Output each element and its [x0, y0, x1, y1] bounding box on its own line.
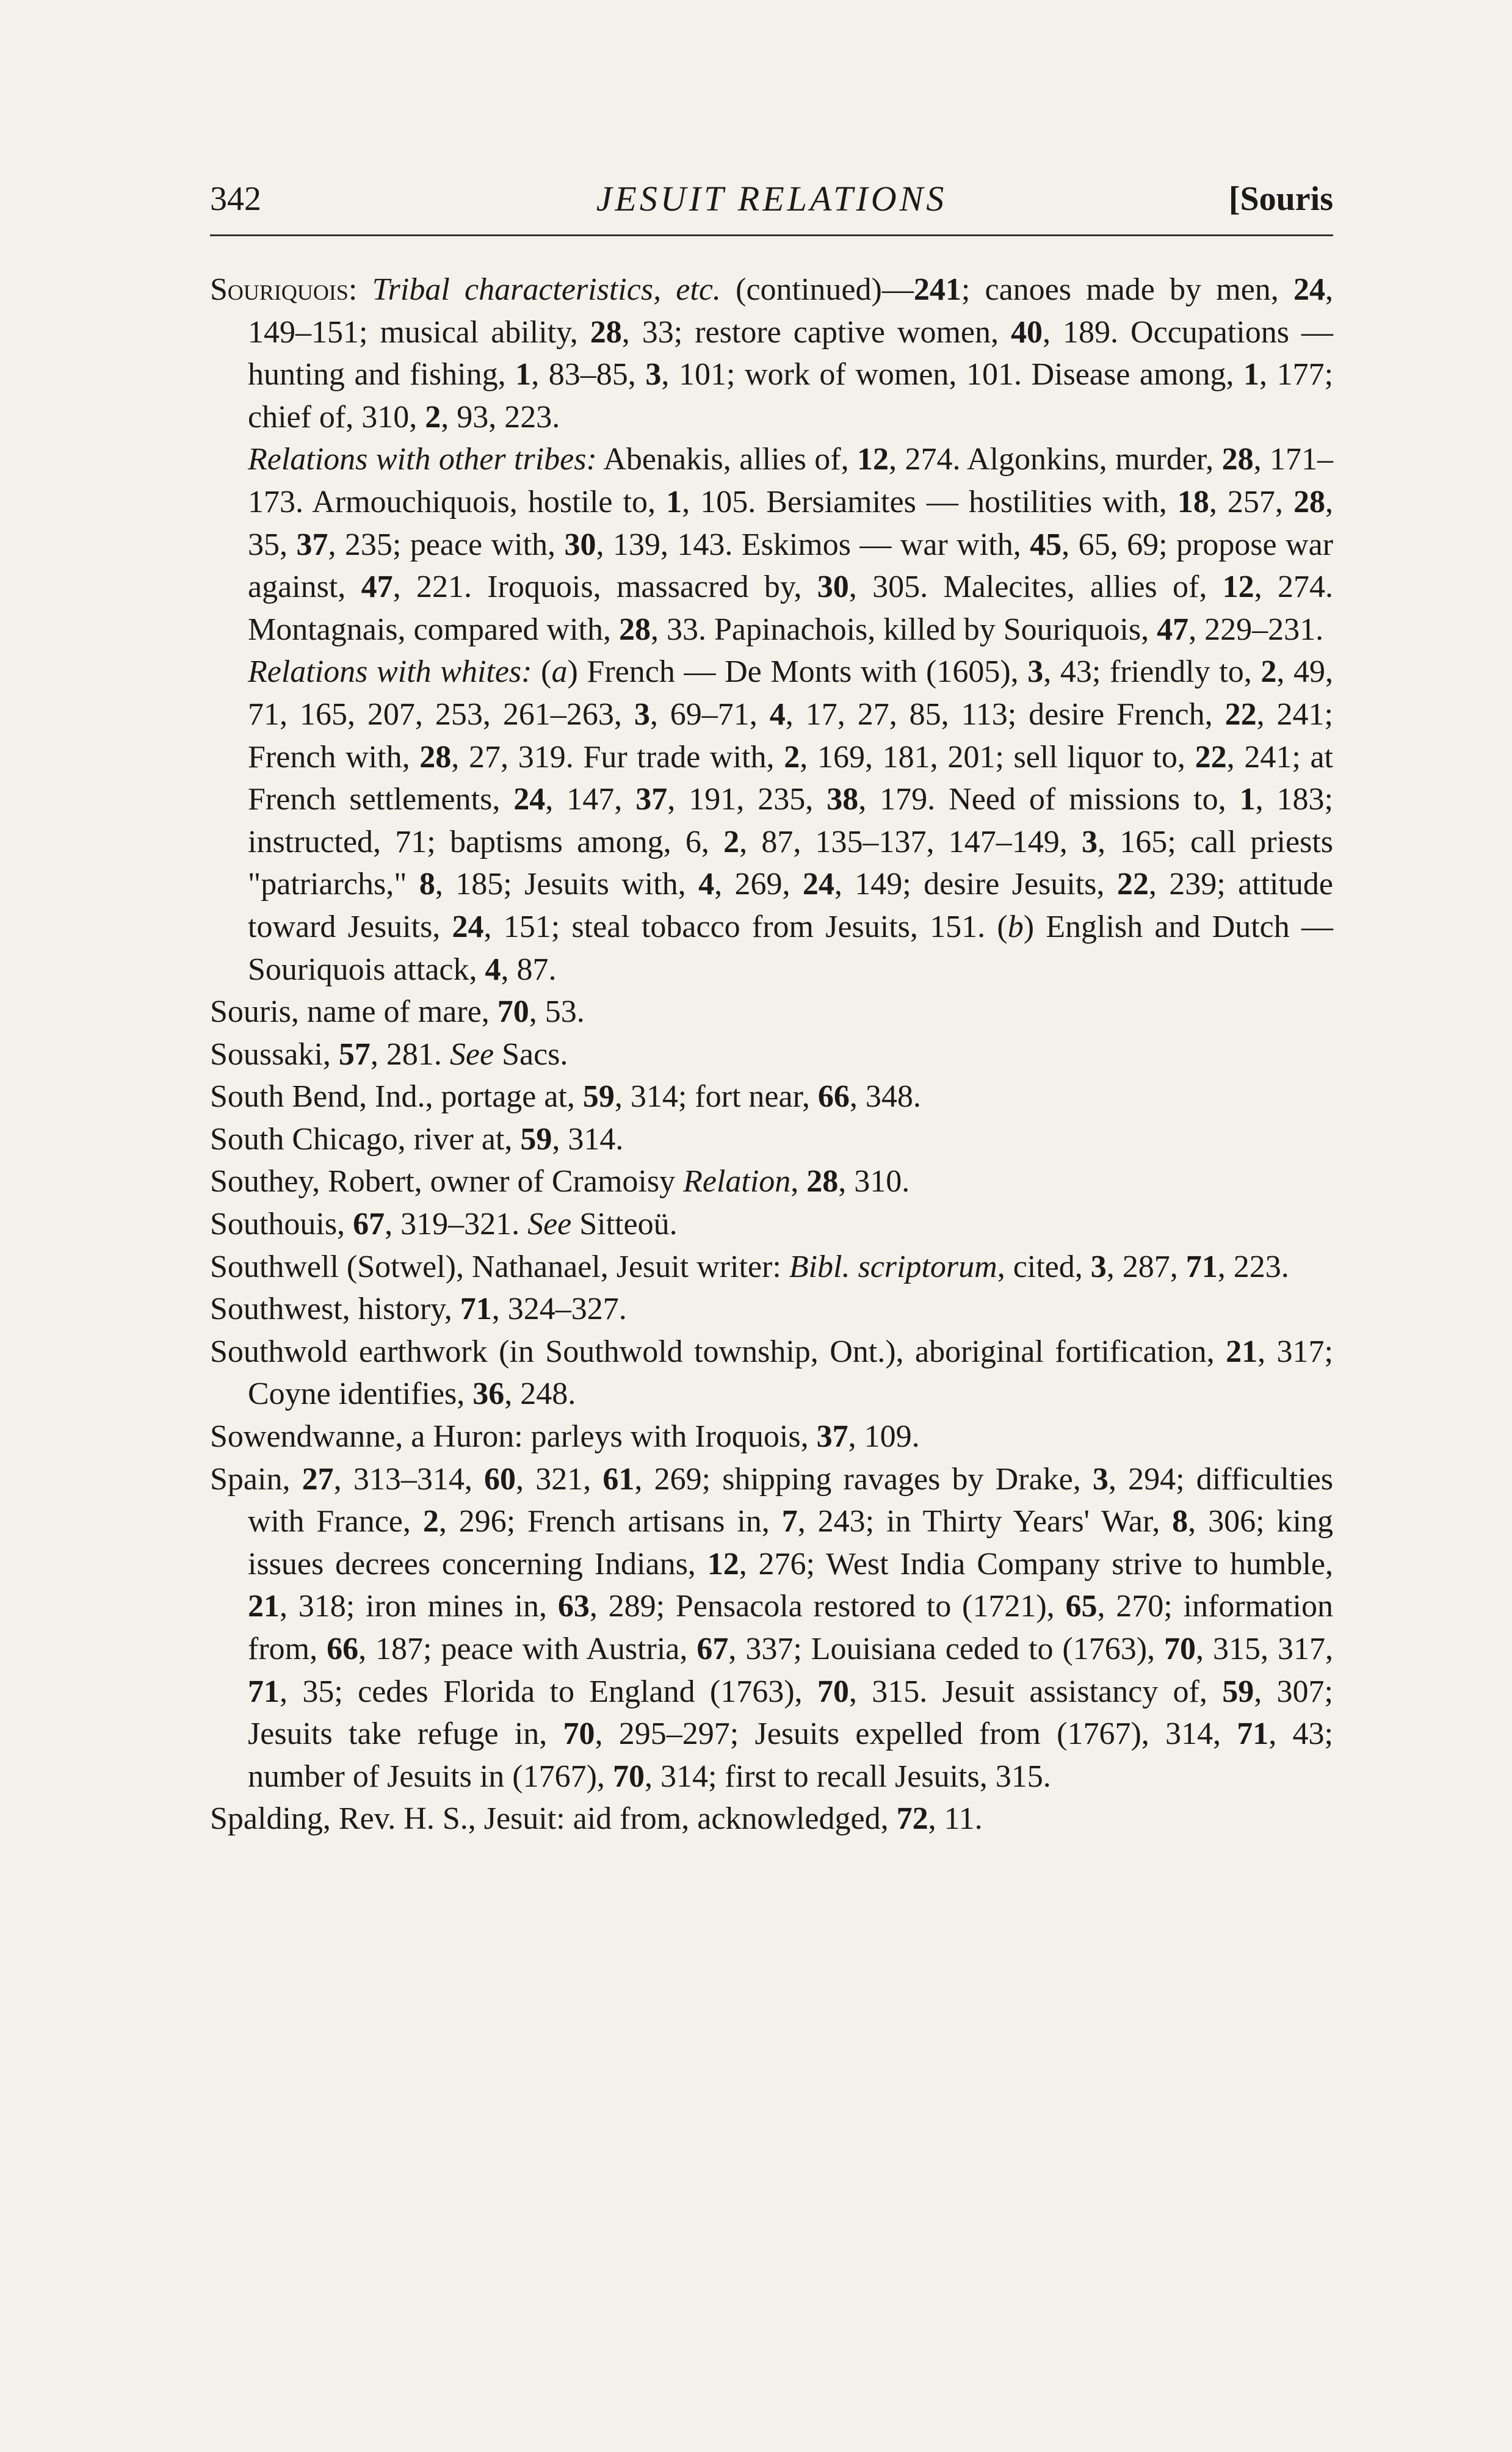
- volume-number: 3: [645, 357, 662, 392]
- entry-text: , 179. Need of missions to,: [858, 782, 1240, 817]
- entry-text: , 87, 135–137, 147–149,: [739, 824, 1082, 859]
- entry-text: Abenakis, allies of,: [596, 442, 858, 477]
- volume-number: 12: [1222, 570, 1254, 605]
- index-entry-southey: [210, 1160, 1333, 1203]
- entry-text: Souris, name of mare,: [210, 994, 497, 1030]
- entry-text: , 348.: [849, 1079, 921, 1115]
- volume-number: 57: [338, 1036, 371, 1072]
- entry-text: Spain,: [210, 1461, 302, 1497]
- volume-number: 67: [696, 1632, 729, 1666]
- entry-text: , 321,: [516, 1461, 603, 1497]
- entry-text: Spalding, Rev. H. S., Jesuit: aid from, acknowledged,: [210, 1801, 897, 1837]
- entry-text: , 33. Papinachois, killed by Souriquois,: [650, 612, 1157, 647]
- entry-text: , 274. Algonkins, murder,: [889, 442, 1222, 477]
- entry-text: , 295–297; Jesuits expelled from (1767), 314,: [595, 1716, 1237, 1752]
- entry-text: , 296; French artisans in,: [438, 1504, 782, 1539]
- volume-number: 24: [452, 909, 484, 944]
- entry-text: , 149; desire Jesuits,: [834, 867, 1117, 902]
- entry-text: , 171–173. Armouchiquois, hostile to,: [248, 442, 1334, 519]
- header-rule: [210, 234, 1333, 236]
- volume-number: 28: [806, 1164, 839, 1199]
- entry-text: , 11.: [928, 1801, 983, 1837]
- volume-number: 18: [1177, 484, 1209, 519]
- entry-text: , 241; at French settlements,: [248, 739, 1334, 817]
- index-entry-spain: [210, 1458, 1333, 1798]
- entry-text: , 281.: [370, 1036, 450, 1072]
- entry-text: , 287,: [1106, 1249, 1186, 1284]
- italic-text: Relations with whites:: [248, 654, 532, 690]
- volume-number: 66: [817, 1079, 850, 1115]
- volume-number: 2: [784, 739, 800, 775]
- entry-text: , 43; friendly to,: [1043, 654, 1261, 690]
- volume-number: 28: [618, 612, 651, 647]
- volume-number: 24: [802, 867, 834, 902]
- entry-text: Souriquois: [210, 272, 349, 307]
- entry-text: Southwest, history,: [210, 1292, 460, 1327]
- volume-number: 22: [1195, 739, 1227, 775]
- entry-text: Southey, Robert, owner of Cramoisy: [210, 1164, 684, 1199]
- entry-text: , 274. Montagnais, compared with,: [248, 570, 1333, 647]
- entry-text: , 307; Jesuits take refuge in,: [248, 1674, 1333, 1752]
- entry-text: ,: [790, 1164, 807, 1199]
- volume-number: 24: [513, 782, 546, 817]
- volume-number: 1: [1239, 782, 1256, 817]
- volume-number: 3: [1027, 654, 1044, 690]
- entry-text: Southwold earthwork (in Southwold township, Ont.), aboriginal fortification,: [210, 1334, 1226, 1369]
- entry-text: , 149–151; musical ability,: [248, 272, 1334, 350]
- volume-number: 27: [302, 1461, 334, 1497]
- entry-text: , 313–314,: [333, 1461, 485, 1497]
- entry-text: , 65, 69; propose war against,: [248, 527, 1334, 605]
- volume-number: 40: [1011, 314, 1043, 350]
- entry-text: ) English and Dutch — Souriquois attack,: [248, 909, 1333, 987]
- italic-text: a: [551, 654, 568, 690]
- index-entry-southwold: [210, 1331, 1333, 1416]
- index-entry-south-bend: [210, 1076, 1333, 1118]
- volume-number: 3: [1092, 1461, 1109, 1497]
- volume-number: 1: [515, 357, 532, 392]
- index-entry-souris: [210, 991, 1333, 1033]
- volume-number: 67: [353, 1207, 385, 1242]
- entry-text: , 269; shipping ravages by Drake,: [634, 1461, 1093, 1497]
- entry-text: (continued)—: [720, 272, 914, 307]
- entry-text: , 314.: [552, 1121, 624, 1157]
- index-entry-southwell: [210, 1246, 1333, 1289]
- volume-number: 71: [248, 1674, 280, 1709]
- volume-number: 70: [563, 1716, 595, 1752]
- entry-text: , 27, 319. Fur trade with,: [451, 739, 784, 775]
- index-entries: [210, 269, 1333, 1840]
- volume-number: 70: [1164, 1632, 1196, 1666]
- volume-number: 71: [1237, 1716, 1269, 1752]
- running-head: [Souris: [1228, 180, 1333, 218]
- entry-text: :: [348, 272, 372, 307]
- volume-number: 70: [497, 994, 529, 1030]
- entry-text: South Bend, Ind., portage at,: [210, 1079, 583, 1115]
- volume-number: 8: [1172, 1504, 1188, 1539]
- volume-number: 28: [1293, 484, 1326, 519]
- volume-number: 1: [666, 484, 682, 519]
- volume-number: 70: [817, 1674, 849, 1709]
- entry-text: , 53.: [529, 994, 585, 1030]
- entry-text: , 315, 317,: [1196, 1632, 1333, 1666]
- italic-text: Tribal characteristics, etc.: [372, 272, 721, 307]
- volume-number: 30: [564, 527, 596, 562]
- volume-number: 37: [816, 1419, 848, 1455]
- volume-number: 37: [635, 782, 668, 817]
- index-entry-southwest: [210, 1288, 1333, 1331]
- entry-text: , 243; in Thirty Years' War,: [797, 1504, 1173, 1539]
- entry-text: , 189. Occupations — hunting and fishing,: [248, 314, 1333, 392]
- italic-text: Bibl. scriptorum: [789, 1249, 997, 1284]
- entry-text: ) French — De Monts with (1605),: [567, 654, 1028, 690]
- index-entry-south-chicago: [210, 1118, 1333, 1161]
- entry-text: , cited,: [997, 1249, 1091, 1284]
- entry-text: , 257,: [1209, 484, 1294, 519]
- entry-text: , 165; call priests "patriarchs,": [248, 824, 1333, 902]
- entry-text: , 101; work of women, 101. Disease among,: [661, 357, 1243, 392]
- volume-number: 2: [425, 399, 441, 435]
- entry-text: , 169, 181, 201; sell liquor to,: [800, 739, 1195, 775]
- volume-number: 37: [296, 527, 328, 562]
- entry-text: , 17, 27, 85, 113; desire French,: [785, 696, 1225, 732]
- entry-text: , 83–85,: [531, 357, 646, 392]
- volume-number: 1: [1243, 357, 1259, 392]
- volume-number: 28: [419, 739, 452, 775]
- volume-number: 4: [485, 952, 501, 987]
- volume-number: 63: [557, 1589, 590, 1624]
- entry-text: , 337; Louisiana ceded to (1763),: [728, 1632, 1165, 1666]
- entry-text: , 270; information from,: [248, 1589, 1333, 1666]
- entry-text: , 33; restore captive women,: [621, 314, 1011, 350]
- index-entry-spalding: [210, 1798, 1333, 1840]
- volume-number: 24: [1293, 272, 1326, 307]
- entry-text: , 105. Bersiamites — hostilities with,: [682, 484, 1177, 519]
- entry-text: , 289; Pensacola restored to (1721),: [589, 1589, 1066, 1624]
- volume-number: 59: [520, 1121, 552, 1157]
- running-title: JESUIT RELATIONS: [596, 179, 947, 219]
- volume-number: 2: [723, 824, 740, 859]
- index-entry-sowendwanne: [210, 1416, 1333, 1458]
- entry-text: , 35; cedes Florida to England (1763),: [280, 1674, 817, 1709]
- volume-number: 65: [1065, 1589, 1098, 1624]
- entry-text: , 306; king issues decrees concerning Indians,: [248, 1504, 1333, 1582]
- volume-number: 12: [707, 1546, 739, 1582]
- italic-text: See: [449, 1036, 494, 1072]
- entry-text: , 87.: [501, 952, 557, 987]
- entry-text: , 305. Malecites, allies of,: [848, 570, 1223, 605]
- volume-number: 72: [896, 1801, 928, 1837]
- volume-number: 21: [1226, 1334, 1258, 1369]
- entry-text: Soussaki,: [210, 1036, 339, 1072]
- page-number: 342: [210, 180, 261, 218]
- entry-text: , 223.: [1217, 1249, 1289, 1284]
- italic-text: b: [1007, 909, 1024, 944]
- index-entry-soussaki: [210, 1033, 1333, 1076]
- entry-text: Southwell (Sotwel), Nathanael, Jesuit writer:: [210, 1249, 789, 1284]
- entry-text: , 139, 143. Eskimos — war with,: [596, 527, 1030, 562]
- entry-text: , 319–321.: [385, 1207, 528, 1242]
- entry-text: , 177; chief of, 310,: [248, 357, 1334, 435]
- volume-number: 4: [769, 696, 786, 732]
- volume-number: 71: [1185, 1249, 1218, 1284]
- volume-number: 38: [827, 782, 859, 817]
- volume-number: 36: [472, 1376, 505, 1412]
- entry-text: , 310.: [838, 1164, 910, 1199]
- entry-text: , 248.: [504, 1376, 576, 1412]
- entry-text: , 239; attitude toward Jesuits,: [248, 867, 1334, 944]
- volume-number: 12: [857, 442, 889, 477]
- volume-number: 2: [422, 1504, 439, 1539]
- volume-number: 66: [327, 1632, 359, 1666]
- entry-text: , 315. Jesuit assistancy of,: [848, 1674, 1223, 1709]
- volume-number: 4: [698, 867, 715, 902]
- volume-number: 59: [1222, 1674, 1254, 1709]
- entry-text: , 183; instructed, 71; baptisms among, 6,: [248, 782, 1334, 859]
- entry-text: Sowendwanne, a Huron: parleys with Iroquois,: [210, 1419, 817, 1455]
- volume-number: 3: [1082, 824, 1098, 859]
- entry-text: , 241; French with,: [248, 696, 1334, 775]
- volume-number: 28: [1221, 442, 1254, 477]
- index-entry-southouis: [210, 1203, 1333, 1246]
- volume-number: 70: [612, 1759, 645, 1794]
- index-entry-souriquois: [210, 269, 1333, 438]
- volume-number: 22: [1224, 696, 1257, 732]
- volume-number: 47: [361, 570, 393, 605]
- volume-number: 47: [1157, 612, 1189, 647]
- entry-text: , 187; peace with Austria,: [358, 1632, 697, 1666]
- entry-text: (: [532, 654, 552, 690]
- subentry-relations-whites: [210, 651, 1333, 991]
- volume-number: 3: [1090, 1249, 1107, 1284]
- entry-text: , 147,: [545, 782, 636, 817]
- entry-text: South Chicago, river at,: [210, 1121, 521, 1157]
- entry-text: , 276; West India Company strive to humble,: [739, 1546, 1333, 1582]
- entry-text: , 151; steal tobacco from Jesuits, 151. (: [483, 909, 1008, 944]
- entry-text: , 235; peace with,: [328, 527, 565, 562]
- entry-text: ; canoes made by men,: [961, 272, 1294, 307]
- volume-number: 59: [582, 1079, 615, 1115]
- entry-text: , 221. Iroquois, massacred by,: [392, 570, 817, 605]
- entry-text: , 317; Coyne identifies,: [248, 1334, 1333, 1412]
- volume-number: 3: [634, 696, 650, 732]
- subentry-relations-other-tribes: [210, 438, 1333, 651]
- entry-text: , 269,: [714, 867, 803, 902]
- volume-number: 45: [1030, 527, 1062, 562]
- entry-text: , 109.: [848, 1419, 920, 1455]
- entry-text: Sitteoü.: [571, 1207, 678, 1242]
- italic-text: Relation: [683, 1164, 791, 1199]
- volume-number: 2: [1261, 654, 1277, 690]
- entry-text: Southouis,: [210, 1207, 353, 1242]
- entry-text: , 191, 235,: [667, 782, 827, 817]
- entry-text: , 49, 71, 165, 207, 253, 261–263,: [248, 654, 1333, 732]
- entry-text: , 314; first to recall Jesuits, 315.: [644, 1759, 1051, 1794]
- italic-text: See: [527, 1207, 572, 1242]
- entry-text: , 229–231.: [1188, 612, 1324, 647]
- volume-number: 30: [817, 570, 849, 605]
- volume-number: 8: [419, 867, 435, 902]
- entry-text: , 43; number of Jesuits in (1767),: [248, 1716, 1333, 1794]
- entry-text: , 294; difficulties with France,: [248, 1461, 1334, 1539]
- volume-number: 241: [913, 272, 961, 307]
- entry-text: , 93, 223.: [441, 399, 560, 435]
- entry-text: , 324–327.: [491, 1292, 627, 1327]
- italic-text: Relations with other tribes:: [248, 442, 597, 477]
- volume-number: 7: [781, 1504, 798, 1539]
- volume-number: 21: [248, 1589, 280, 1624]
- volume-number: 71: [460, 1292, 492, 1327]
- volume-number: 61: [602, 1461, 635, 1497]
- volume-number: 22: [1116, 867, 1149, 902]
- volume-number: 60: [484, 1461, 516, 1497]
- entry-text: , 318; iron mines in,: [280, 1589, 558, 1624]
- page-header: [210, 175, 1333, 223]
- volume-number: 28: [590, 314, 622, 350]
- entry-text: , 314; fort near,: [614, 1079, 818, 1115]
- entry-text: , 35,: [248, 484, 1334, 562]
- entry-text: , 185; Jesuits with,: [435, 867, 699, 902]
- entry-text: Sacs.: [494, 1036, 568, 1072]
- entry-text: , 69–71,: [649, 696, 770, 732]
